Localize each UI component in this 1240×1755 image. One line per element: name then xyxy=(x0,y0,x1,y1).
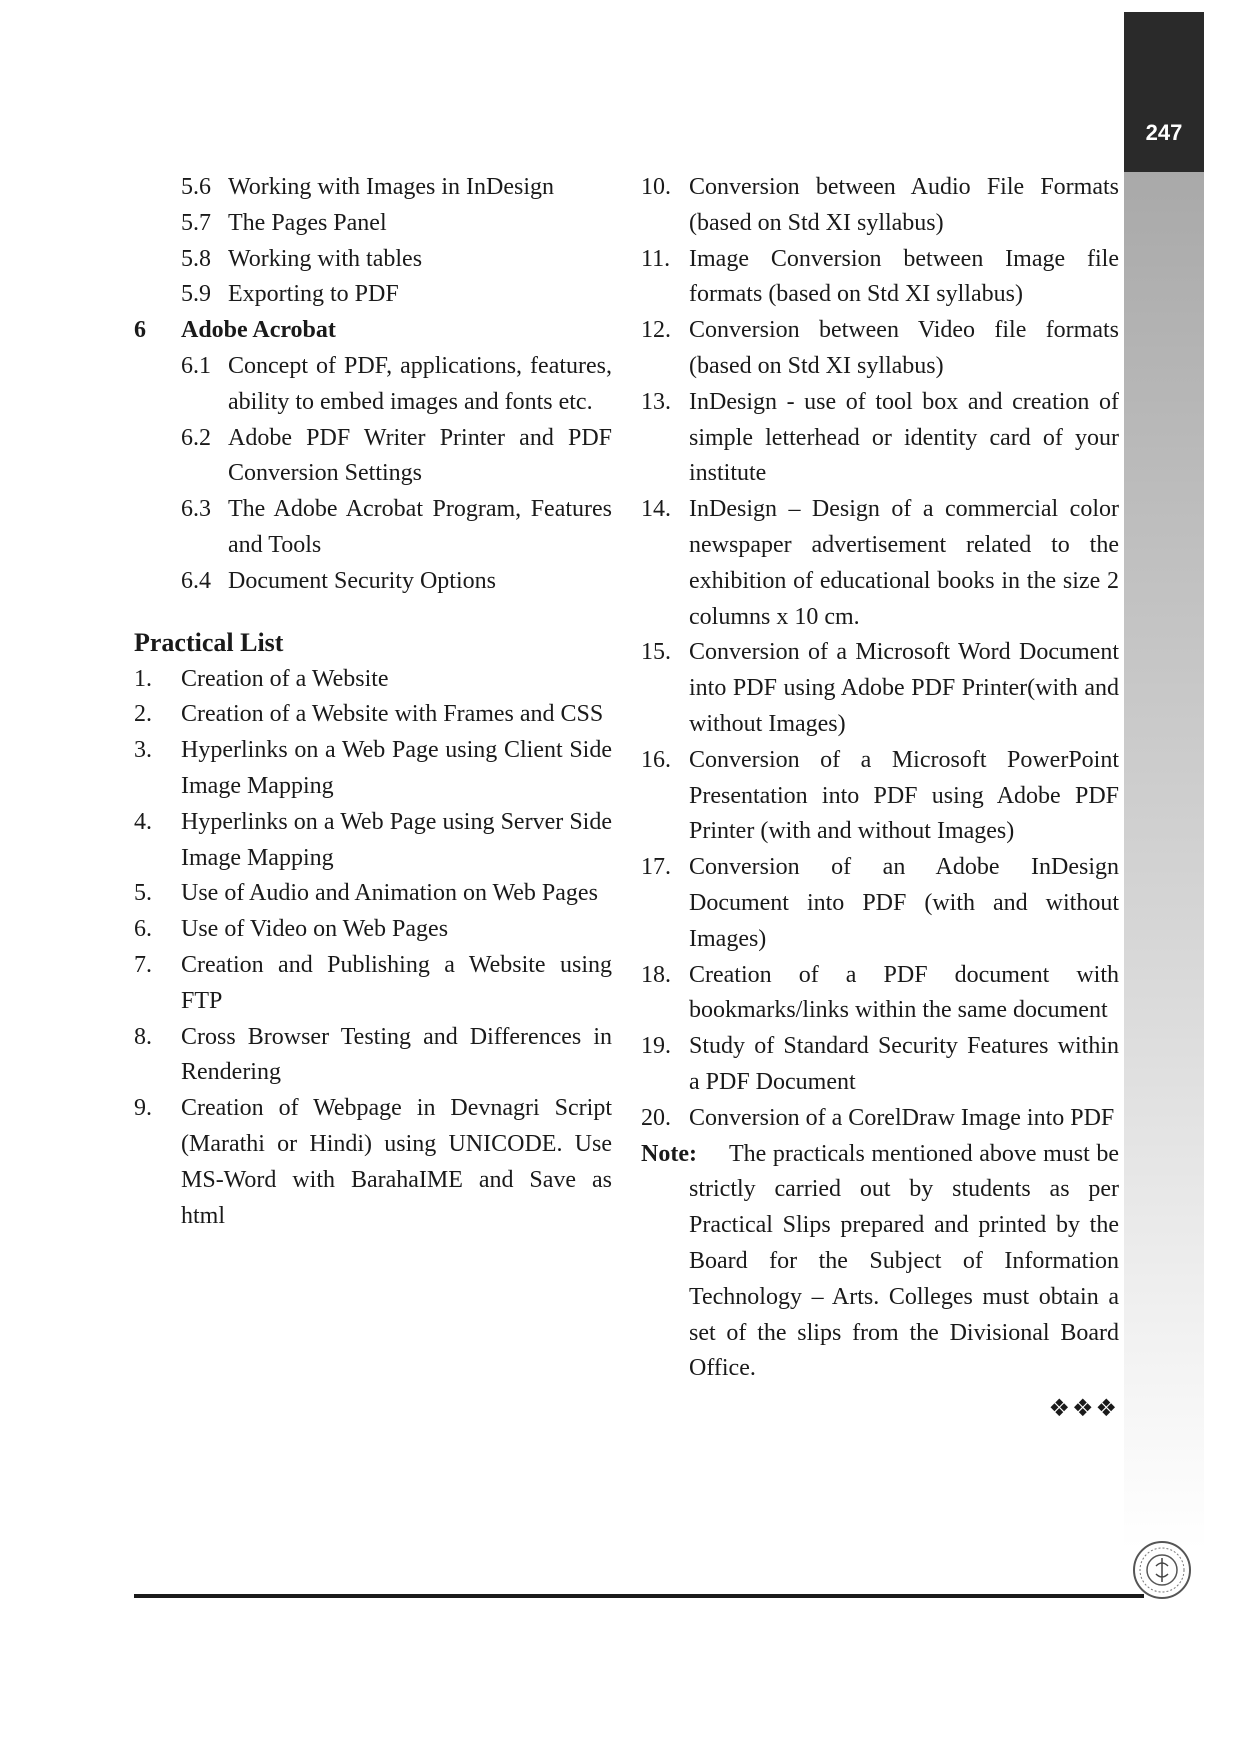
item-text: Conversion of an Adobe InDesign Document into PDF (with and without Images) xyxy=(689,854,1119,952)
item-text: Adobe PDF Writer Printer and PDF Conversion Settings xyxy=(228,424,612,487)
item-text: Conversion between Video file formats (based on Std XI syllabus) xyxy=(689,317,1119,379)
item-number: 3. xyxy=(134,737,152,764)
board-seal-icon xyxy=(1132,1540,1192,1600)
item-number: 20. xyxy=(641,1104,671,1131)
list-item xyxy=(641,635,1119,742)
item-text: Exporting to PDF xyxy=(228,281,399,308)
item-number: 6.2 xyxy=(181,424,211,451)
sub-item xyxy=(134,349,612,421)
list-item xyxy=(134,876,612,912)
item-text: Concept of PDF, applications, features, ability to embed images and fonts etc. xyxy=(228,352,612,415)
item-text: Creation of a Website xyxy=(181,665,389,692)
list-item xyxy=(641,170,1119,242)
list-item xyxy=(641,958,1119,1030)
item-text: Hyperlinks on a Web Page using Client Side Image Mapping xyxy=(181,737,612,799)
note-block xyxy=(641,1137,1119,1388)
item-number: 5.6 xyxy=(181,174,211,200)
list-item xyxy=(641,743,1119,850)
list-item xyxy=(134,697,612,733)
list-item xyxy=(641,385,1119,492)
item-text: The Adobe Acrobat Program, Features and Tools xyxy=(228,496,612,558)
item-number: 8. xyxy=(134,1023,152,1050)
list-item xyxy=(641,313,1119,385)
page-number: 247 xyxy=(1145,120,1183,145)
item-number: 14. xyxy=(641,496,671,523)
note-text: The practicals mentioned above must be strictly carried out by students as per Practical Slips prepared and printed by the Board for the Subject of Information Technology – Arts. Colleges must obtain a set of the slips from the Divisional Board Office. xyxy=(689,1140,1119,1382)
item-text: Conversion of a Microsoft PowerPoint Presentation into PDF using Adobe PDF Printer (with and without Images) xyxy=(689,746,1119,845)
note-label: Note: xyxy=(641,1140,697,1167)
item-number: 19. xyxy=(641,1033,671,1060)
sub-item xyxy=(134,242,612,278)
list-item xyxy=(134,1091,612,1234)
page-number-tab xyxy=(1124,12,1204,172)
item-number: 5.9 xyxy=(181,281,211,308)
item-number: 9. xyxy=(134,1095,152,1122)
item-number: 4. xyxy=(134,808,152,835)
list-item xyxy=(134,912,612,948)
practical-list-left xyxy=(134,662,612,1235)
item-number: 7. xyxy=(134,951,152,978)
chapter-number: 6 xyxy=(134,317,146,344)
item-text: Use of Audio and Animation on Web Pages xyxy=(181,880,598,907)
item-number: 13. xyxy=(641,388,671,415)
item-number: 15. xyxy=(641,639,671,666)
item-number: 6.3 xyxy=(181,496,211,523)
item-number: 1. xyxy=(134,665,152,692)
item-number: 5.8 xyxy=(181,245,211,272)
list-item xyxy=(641,492,1119,635)
item-number: 6.4 xyxy=(181,567,211,594)
item-number: 16. xyxy=(641,746,671,773)
practical-list-title: Practical List xyxy=(134,627,284,657)
item-number: 12. xyxy=(641,317,671,344)
sub-item xyxy=(134,170,612,206)
item-number: 17. xyxy=(641,854,671,881)
list-item xyxy=(134,1020,612,1092)
item-number: 2. xyxy=(134,701,152,728)
list-item xyxy=(134,805,612,877)
item-number: 6.1 xyxy=(181,352,211,379)
item-text: Document Security Options xyxy=(228,567,496,594)
item-text: Study of Standard Security Features within a PDF Document xyxy=(689,1033,1119,1095)
right-column xyxy=(641,170,1119,1427)
item-number: 5.7 xyxy=(181,209,211,236)
sub-list-a xyxy=(134,170,612,313)
sub-item xyxy=(134,492,612,564)
item-text: Conversion of a Microsoft Word Document into PDF using Adobe PDF Printer(with and without Images) xyxy=(689,639,1119,737)
item-text: Cross Browser Testing and Differences in Rendering xyxy=(181,1023,612,1086)
item-text: The Pages Panel xyxy=(228,209,387,236)
sub-item xyxy=(134,277,612,313)
item-text: Conversion of a CorelDraw Image into PDF xyxy=(689,1104,1115,1131)
chapter-heading xyxy=(134,313,612,349)
sub-list-b xyxy=(134,349,612,600)
list-item xyxy=(134,948,612,1020)
practical-list-right xyxy=(641,170,1119,1137)
end-ornament: ❖❖❖ xyxy=(1048,1394,1119,1423)
item-number: 11. xyxy=(641,245,671,272)
sub-item xyxy=(134,564,612,600)
sub-item xyxy=(134,206,612,242)
list-item xyxy=(641,850,1119,957)
left-column xyxy=(134,170,612,1234)
item-text: Hyperlinks on a Web Page using Server Side Image Mapping xyxy=(181,808,612,871)
list-item xyxy=(134,662,612,698)
footer-rule xyxy=(134,1594,1144,1598)
item-text: InDesign – Design of a commercial color newspaper advertisement related to the exhibition of educational books in the size 2 columns x 10 cm. xyxy=(689,496,1119,630)
item-text: Working with Images in InDesign xyxy=(228,174,555,200)
item-text: Image Conversion between Image file formats (based on Std XI syllabus) xyxy=(689,245,1119,308)
list-item xyxy=(641,1029,1119,1101)
item-text: InDesign - use of tool box and creation of simple letterhead or identity card of your institute xyxy=(689,388,1119,487)
side-gradient-band xyxy=(1124,172,1204,1550)
sub-item xyxy=(134,421,612,493)
item-number: 10. xyxy=(641,174,671,200)
list-item xyxy=(134,733,612,805)
list-item xyxy=(641,242,1119,314)
item-text: Creation of a Website with Frames and CSS xyxy=(181,701,604,728)
item-number: 18. xyxy=(641,961,671,988)
item-text: Use of Video on Web Pages xyxy=(181,916,449,943)
item-text: Working with tables xyxy=(228,245,423,272)
item-text: Creation of Webpage in Devnagri Script (Marathi or Hindi) using UNICODE. Use MS-Word with BarahaIME and Save as html xyxy=(181,1095,612,1229)
chapter-title: Adobe Acrobat xyxy=(181,317,336,344)
item-text: Creation of a PDF document with bookmarks/links within the same document xyxy=(689,961,1119,1024)
item-number: 5. xyxy=(134,880,152,907)
item-number: 6. xyxy=(134,916,152,943)
item-text: Creation and Publishing a Website using FTP xyxy=(181,951,612,1014)
item-text: Conversion between Audio File Formats (based on Std XI syllabus) xyxy=(689,174,1119,236)
list-item xyxy=(641,1101,1119,1137)
